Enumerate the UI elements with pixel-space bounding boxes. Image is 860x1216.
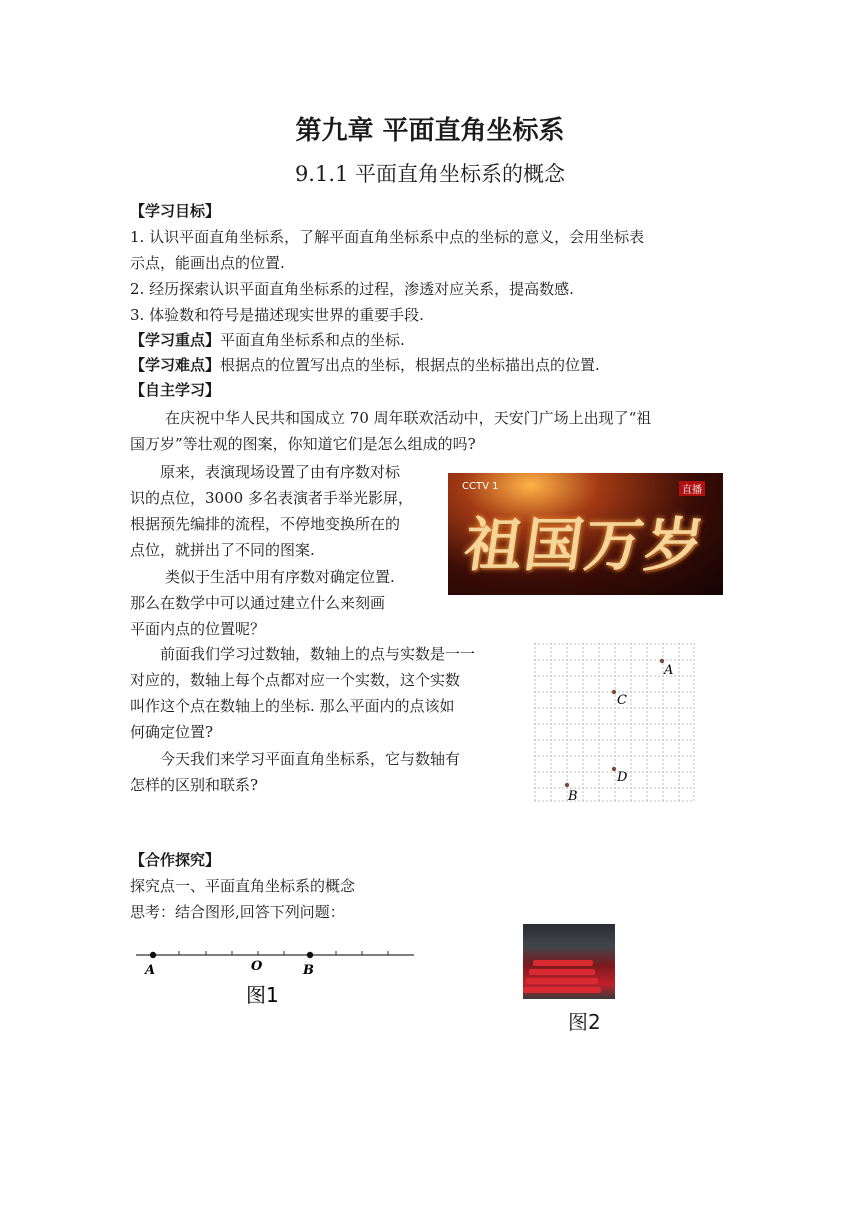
para-4-line-d: 何确定位置? <box>130 723 214 741</box>
key-text: 平面直角坐标系和点的坐标. <box>220 331 405 349</box>
cctv-logo: CCTV 1 <box>462 481 499 492</box>
seat-row <box>533 960 593 966</box>
number-line-label-o: O <box>251 959 263 974</box>
para-3-line-c: 平面内点的位置呢？ <box>130 620 266 638</box>
grid-label-c: C <box>617 693 627 708</box>
key-heading: 【学习重点】 <box>130 331 221 349</box>
goal-1-line-a: 1. 认识平面直角坐标系，了解平面直角坐标系中点的坐标的意义，会用坐标表 <box>130 228 645 246</box>
seat-row <box>523 987 601 993</box>
grid-label-a: A <box>664 663 674 678</box>
figure-1-number-line <box>134 942 418 1008</box>
para-2-line-b: 识的点位，3000 多名表演者手举光影屏， <box>130 489 413 507</box>
para-3-line-a: 类似于生活中用有序数对确定位置. <box>165 568 395 586</box>
para-5-line-b: 怎样的区别和联系? <box>130 776 259 794</box>
banner-text: 祖国万岁 <box>460 511 710 579</box>
para-5-line-a: 今天我们来学习平面直角坐标系，它与数轴有 <box>160 750 461 768</box>
seat-row <box>526 978 598 984</box>
key-point <box>130 327 405 353</box>
goal-1-line-b: 示点，能画出点的位置. <box>130 254 285 272</box>
grid-point-c <box>612 690 616 694</box>
para-3-line-b: 那么在数学中可以通过建立什么来刻画 <box>130 594 386 612</box>
difficult-point <box>130 352 600 378</box>
difficulty-text: 根据点的位置写出点的坐标，根据点的坐标描出点的位置. <box>220 356 600 374</box>
para-2-line-c: 根据预先编排的流程，不停地变换所在的 <box>130 515 401 533</box>
grid-point-b <box>565 783 569 787</box>
live-badge: 直播 <box>679 481 705 496</box>
zuguo-wansui-image <box>448 473 723 595</box>
para-4-line-c: 叫作这个点在数轴上的坐标. 那么平面内的点该如 <box>130 697 455 715</box>
coop-heading: 【合作探究】 <box>130 851 221 869</box>
grid-label-d: D <box>617 770 628 785</box>
goals-heading: 【学习目标】 <box>130 202 221 220</box>
para-1-line-b: 国万岁”等壮观的图案，你知道它们是怎么组成的吗? <box>130 435 476 453</box>
cinema-seats-image <box>523 924 615 999</box>
para-4-line-a: 前面我们学习过数轴，数轴上的点与实数是一一 <box>160 645 476 663</box>
explore-point-1: 探究点一、平面直角坐标系的概念 <box>130 877 356 895</box>
self-study-heading: 【自主学习】 <box>130 381 221 399</box>
figure-2-caption: 图2 <box>568 1010 601 1034</box>
think-prompt: 思考：结合图形,回答下列问题： <box>130 903 345 921</box>
para-1-line-a: 在庆祝中华人民共和国成立 70 周年联欢活动中，天安门广场上出现了“祖 <box>165 409 652 427</box>
grid-label-b: B <box>568 789 578 803</box>
para-4-line-b: 对应的，数轴上每个点都对应一个实数，这个实数 <box>130 671 461 689</box>
number-line-label-b: B <box>303 963 314 978</box>
grid-figure <box>534 643 696 803</box>
number-line-point-a <box>150 952 156 958</box>
difficulty-heading: 【学习难点】 <box>130 356 221 374</box>
goal-2: 2. 经历探索认识平面直角坐标系的过程，渗透对应关系，提高数感. <box>130 280 574 298</box>
grid-point-d <box>612 767 616 771</box>
para-2-line-a: 原来，表演现场设置了由有序数对标 <box>160 463 401 481</box>
para-2-line-d: 点位，就拼出了不同的图案. <box>130 541 315 559</box>
figure-1-caption: 图1 <box>246 983 279 1007</box>
section-title: 9.1.1 平面直角坐标系的概念 <box>294 162 566 186</box>
goal-3: 3. 体验数和符号是描述现实世界的重要手段. <box>130 306 424 324</box>
seat-row <box>529 969 595 975</box>
number-line-label-a: A <box>145 963 156 978</box>
number-line-point-b <box>307 952 313 958</box>
chapter-title: 第九章 平面直角坐标系 <box>295 116 565 146</box>
